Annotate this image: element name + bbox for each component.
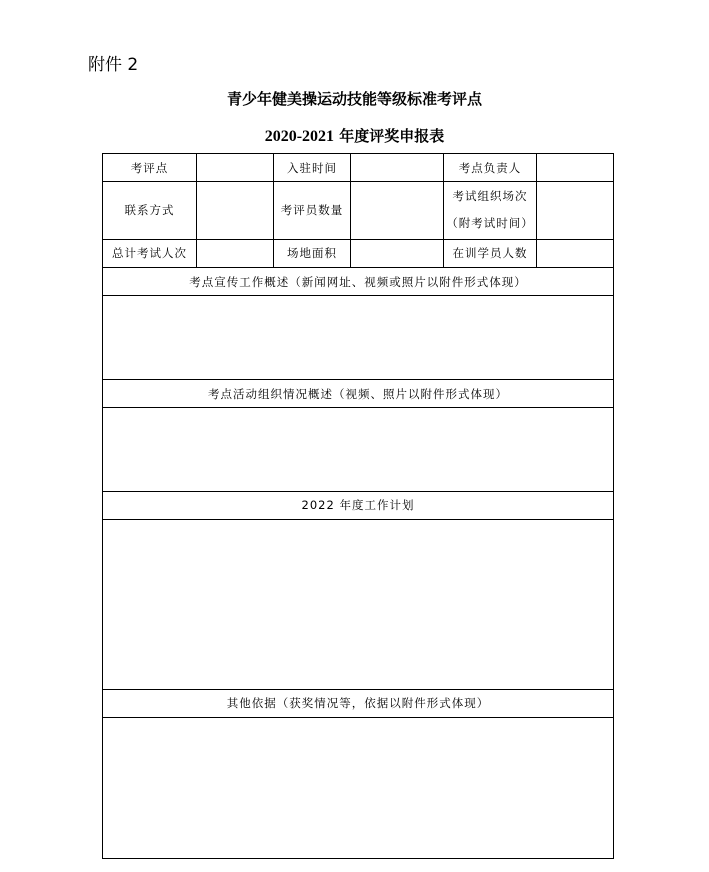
work-plan-header: 2022 年度工作计划: [103, 491, 614, 519]
contact-value[interactable]: [197, 182, 274, 239]
subtitle-year: 2020-2021: [264, 128, 335, 145]
publicity-summary-content[interactable]: [103, 296, 614, 380]
entry-time-value[interactable]: [351, 154, 444, 182]
form-row-1: [103, 154, 614, 182]
activity-summary-content[interactable]: [103, 408, 614, 492]
section-1-header-row: [103, 267, 614, 295]
trainee-count-label: 在训学员人数: [444, 239, 537, 267]
trainee-count-value[interactable]: [537, 239, 614, 267]
exam-site-label: 考评点: [103, 154, 197, 182]
examiner-count-label: 考评员数量: [274, 182, 351, 239]
section-3-header-row: [103, 491, 614, 519]
form-row-3: [103, 239, 614, 267]
exam-sessions-label-line1: 考试组织场次: [452, 189, 528, 204]
section-4-header-row: [103, 689, 614, 717]
publicity-summary-header: 考点宣传工作概述（新闻网址、视频或照片以附件形式体现）: [103, 267, 614, 295]
form-row-2: [103, 182, 614, 239]
form-subtitle: [0, 125, 709, 146]
section-2-body-row: [103, 408, 614, 492]
exam-sessions-label: [444, 182, 537, 239]
form-title: 青少年健美操运动技能等级标准考评点: [226, 90, 482, 108]
section-4-body-row: [103, 717, 614, 858]
other-evidence-header: 其他依据（获奖情况等，依据以附件形式体现）: [103, 689, 614, 717]
activity-summary-header: 考点活动组织情况概述（视频、照片以附件形式体现）: [103, 379, 614, 407]
work-plan-content[interactable]: [103, 520, 614, 689]
site-manager-value[interactable]: [537, 154, 614, 182]
other-evidence-content[interactable]: [103, 717, 614, 858]
site-manager-label: 考点负责人: [444, 154, 537, 182]
examiner-count-value[interactable]: [351, 182, 444, 239]
section-2-header-row: [103, 379, 614, 407]
subtitle-text: 年度评奖申报表: [334, 127, 445, 145]
entry-time-label: 入驻时间: [274, 154, 351, 182]
exam-sessions-label-line2: （附考试时间）: [446, 216, 534, 231]
venue-area-label: 场地面积: [274, 239, 351, 267]
exam-sessions-value[interactable]: [537, 182, 614, 239]
total-exams-value[interactable]: [197, 239, 274, 267]
section-3-body-row: [103, 520, 614, 689]
application-form-table: [102, 153, 614, 859]
section-1-body-row: [103, 296, 614, 380]
venue-area-value[interactable]: [351, 239, 444, 267]
attachment-label: 附件 2: [88, 55, 139, 75]
total-exams-label: 总计考试人次: [103, 239, 197, 267]
exam-site-value[interactable]: [197, 154, 274, 182]
contact-label: 联系方式: [103, 182, 197, 239]
